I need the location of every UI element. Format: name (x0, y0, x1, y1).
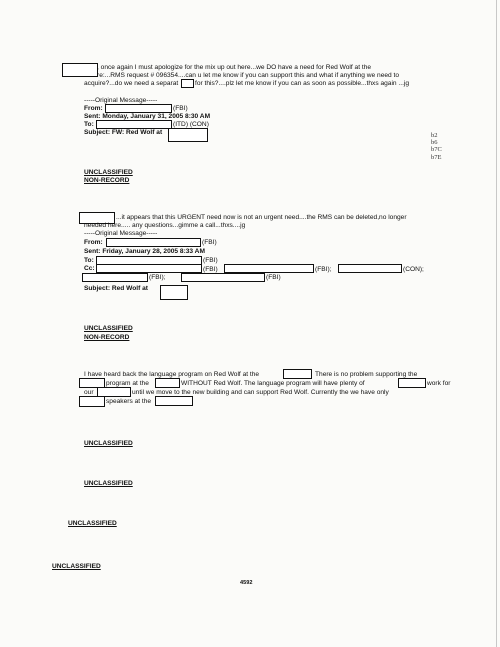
message-3-line-2c: work for (427, 380, 451, 387)
redaction-block (82, 273, 148, 282)
redaction-block (155, 378, 180, 388)
message-3-line-2b: WITHOUT Red Wolf. The language program will have plenty of (181, 380, 365, 387)
classification-marking: UNCLASSIFIED (84, 440, 133, 447)
from-agency-tag: (FBI) (202, 239, 217, 246)
redaction-block (96, 120, 172, 129)
sent-line: Sent: Monday, January 31, 2005 8:30 AM (84, 113, 211, 120)
exemption-code: b6 (431, 139, 438, 147)
exemption-code: b7E (431, 153, 442, 161)
redaction-block (338, 264, 402, 273)
record-marking: NON-RECORD (84, 334, 130, 341)
message-1-line-3a: acquire?...do we need a separat (84, 80, 179, 87)
classification-marking: UNCLASSIFIED (84, 480, 133, 487)
page-number: 4592 (240, 580, 253, 586)
from-agency-tag: (FBI) (173, 105, 188, 112)
redaction-block (106, 238, 201, 247)
scan-edge-line (496, 0, 497, 647)
redaction-block (155, 396, 193, 406)
classification-marking: UNCLASSIFIED (84, 325, 133, 332)
redaction-block (96, 264, 202, 273)
redaction-block (181, 79, 194, 88)
message-3-line-1a: I have heard back the language program on Red Wolf at the (84, 371, 260, 378)
message-2-line-2: needed here..... any questions...gimme a call...thxs....jg (84, 222, 246, 229)
record-marking: NON-RECORD (84, 177, 130, 184)
message-1-line-1: , once again I must apologize for the mix up out here...we DO have a need for Red Wolf at the (97, 64, 372, 71)
message-3-line-1b: There is no problem supporting the (315, 371, 418, 378)
redaction-block (398, 378, 426, 388)
to-label: To: (84, 257, 94, 264)
message-2-line-1: ...it appears that this URGENT need now is not an urgent need....the RMS can be deleted,no longer (116, 214, 407, 221)
sent-line: Sent: Friday, January 28, 2005 8:33 AM (84, 248, 205, 255)
cc-agency-tag: (CON); (403, 266, 424, 273)
redaction-block (283, 369, 312, 379)
to-label: To: (84, 121, 94, 128)
cc-label: Cc: (84, 265, 95, 272)
classification-marking: UNCLASSIFIED (84, 169, 133, 176)
message-3-line-4a: speakers at the (106, 398, 152, 405)
classification-marking: UNCLASSIFIED (68, 520, 117, 527)
redaction-block (181, 273, 265, 282)
message-3-line-2a: program at the (106, 380, 149, 387)
to-agency-tag: (FBI) (203, 257, 218, 264)
exemption-code: b7C (431, 146, 442, 154)
redaction-block (168, 128, 208, 142)
from-label: From: (84, 239, 103, 246)
message-3-line-3b: until we move to the new building and can support Red Wolf. Currently the we have only (132, 389, 389, 396)
redaction-block (224, 264, 314, 273)
redaction-block (62, 63, 98, 77)
exemption-code: b2 (431, 132, 438, 139)
message-1-line-2: re:...RMS request # 096354....can u let me know if you can support this and what if anything we need to (97, 72, 400, 79)
cc-agency-tag: (FBI); (315, 266, 332, 273)
exemption-codes (431, 132, 442, 161)
redaction-block (160, 285, 188, 300)
subject-line: Subject: Red Wolf at (84, 285, 148, 292)
original-message-header: -----Original Message----- (84, 97, 158, 104)
from-label: From: (84, 105, 103, 112)
original-message-header: -----Original Message----- (84, 230, 158, 237)
cc-agency-tag: (FBI); (149, 274, 166, 281)
message-1-line-3b: for this?....plz let me know if you can as soon as possible...thxs again ...jg (195, 80, 410, 87)
message-3-line-3a: our (84, 389, 94, 396)
redaction-block (105, 104, 172, 113)
to-agency-tag: (ITD) (CON) (173, 121, 209, 128)
redaction-block (79, 396, 105, 407)
subject-line: Subject: FW: Red Wolf at (84, 129, 163, 136)
classification-marking: UNCLASSIFIED (52, 563, 101, 570)
cc-agency-tag: (FBI) (203, 266, 218, 273)
cc-agency-tag: (FBI) (266, 274, 281, 281)
